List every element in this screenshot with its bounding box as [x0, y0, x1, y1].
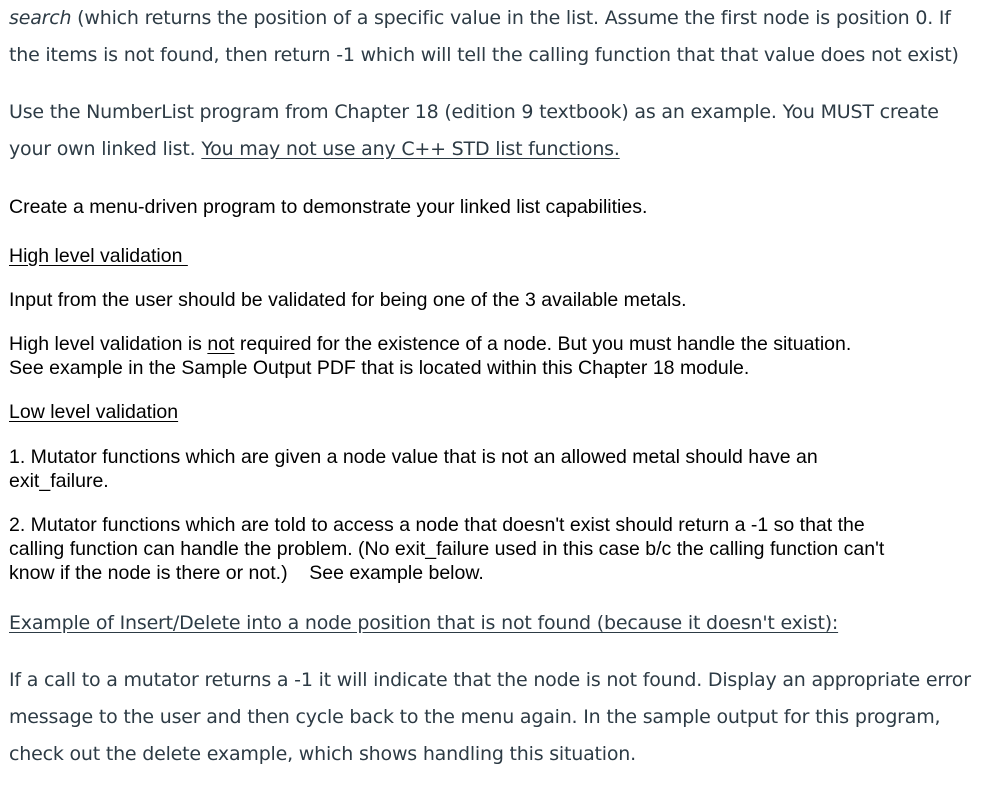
- high-level-para-1: Input from the user should be validated for being one of the 3 available metals.: [9, 289, 687, 311]
- high-level-para-2-line-2: See example in the Sample Output PDF that is located within this Chapter 18 module.: [9, 357, 750, 379]
- low-level-heading: Low level validation: [9, 401, 179, 423]
- high-level-para-2-line-1: High level validation is not required for the existence of a node. But you must handle the situation.: [9, 333, 852, 355]
- example-para-line-1: Use the NumberList program from Chapter 18 (edition 9 textbook) as an example. You MUST create: [9, 101, 939, 123]
- std-list-restriction: You may not use any C++ STD list functions.: [201, 138, 620, 160]
- menu-paragraph: Create a menu-driven program to demonstrate your linked list capabilities.: [9, 196, 648, 218]
- not-emphasis: not: [207, 333, 235, 355]
- search-term: search: [9, 7, 72, 29]
- intro-line-2: the items is not found, then return -1 which will tell the calling function that that value does not exist): [9, 44, 959, 66]
- intro-line-1: search (which returns the position of a specific value in the list. Assume the first node is position 0. If: [9, 7, 951, 29]
- low-level-item-2-line-1: 2. Mutator functions which are told to access a node that doesn't exist should return a -1 so that the: [9, 514, 865, 536]
- example-section-heading: Example of Insert/Delete into a node position that is not found (because it doesn't exist):: [9, 612, 839, 634]
- example-section-line-3: check out the delete example, which shows handling this situation.: [9, 743, 636, 765]
- low-level-item-2-line-3: know if the node is there or not.) See example below.: [9, 562, 484, 584]
- low-level-item-1-line-1: 1. Mutator functions which are given a node value that is not an allowed metal should have an: [9, 446, 818, 468]
- high-level-heading: High level validation: [9, 245, 188, 267]
- example-para-line-2: your own linked list. You may not use any C++ STD list functions.: [9, 138, 620, 160]
- low-level-item-2-line-2: calling function can handle the problem. (No exit_failure used in this case b/c the calling function can't: [9, 538, 885, 560]
- low-level-item-1-line-2: exit_failure.: [9, 470, 109, 492]
- example-section-line-2: message to the user and then cycle back to the menu again. In the sample output for this program,: [9, 706, 941, 728]
- example-section-line-1: If a call to a mutator returns a -1 it will indicate that the node is not found. Display an appropriate error: [9, 669, 971, 691]
